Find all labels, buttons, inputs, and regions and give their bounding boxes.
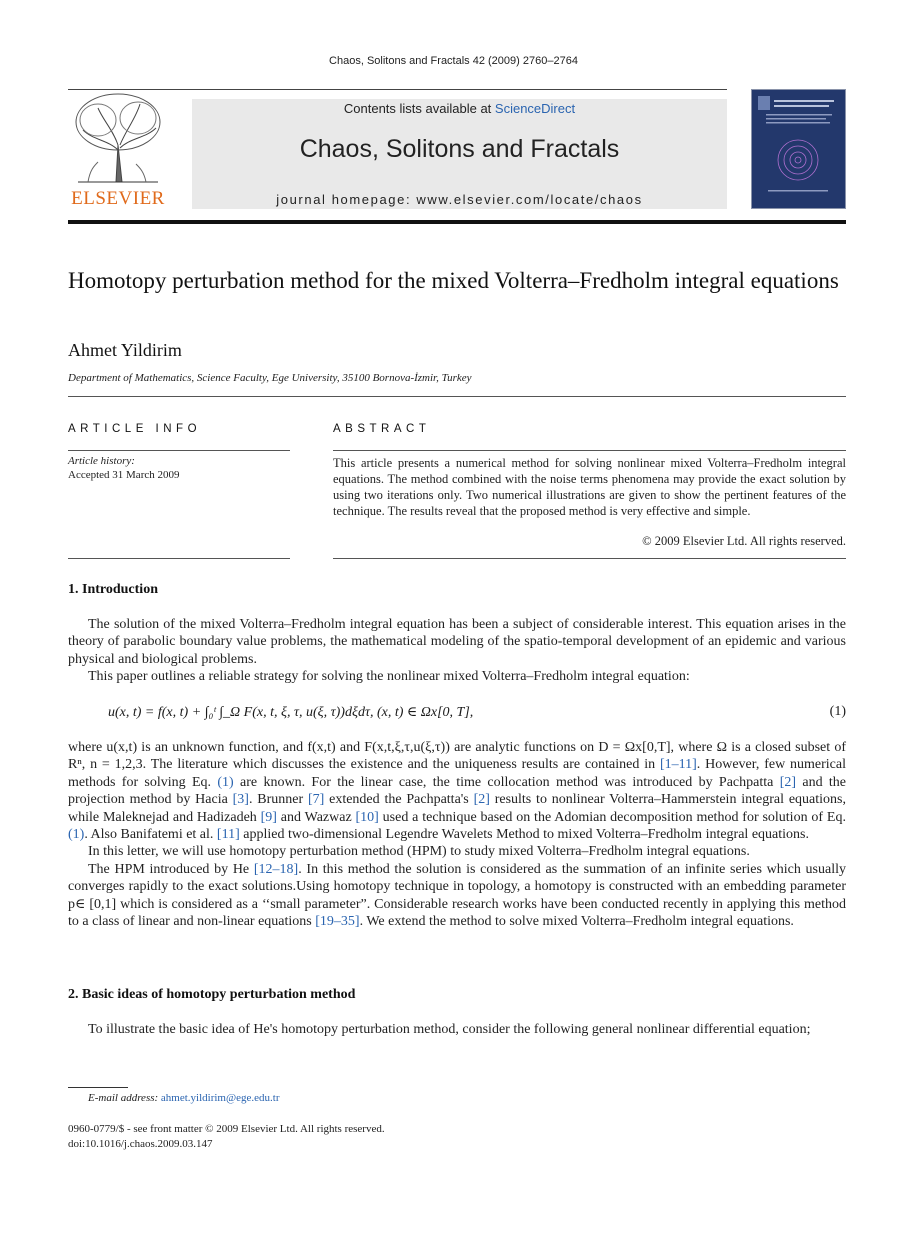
basic-ideas-heading: 2. Basic ideas of homotopy perturbation method — [68, 987, 356, 1002]
article-info-heading: ARTICLE INFO — [68, 423, 202, 435]
text-span: used a technique based on the Adomian decomposition method for solution of Eq. — [378, 809, 846, 825]
intro-block-2 — [68, 739, 846, 930]
equation-body: u(x, t) = f(x, t) + ∫₀ᵗ ∫_Ω F(x, t, ξ, τ, u(ξ, τ))dξdτ, (x, t) ∈ Ωx[0, T], — [108, 705, 474, 720]
abstract-heading: ABSTRACT — [333, 423, 431, 435]
intro-paragraph-1: The solution of the mixed Volterra–Fredholm integral equation has been a subject of considerable interest. This equation arises in the theory of parabolic boundary value problems, the mathematical modeling of the spatio-temporal development of an epidemic and various physical and biological problems. — [68, 617, 846, 667]
text-span: and Wazwaz — [276, 809, 356, 825]
intro-paragraph-2: This paper outlines a reliable strategy for solving the nonlinear mixed Volterra–Fredholm integral equation: — [88, 669, 690, 685]
text-span: . In this method the solution is considered as the summation of an infinite series which usually converges rapidly to the exact solutions.Using homotopy technique in topology, a homotopy is constructed with an embedding parameter p∈ [0,1] which is considered as a ‘‘small parameter”. Considerable research works have been conducted recently in applying this method to a class of linear and non-linear equations — [68, 861, 846, 930]
journal-banner — [192, 99, 727, 209]
text-span: where u(x,t) is an unknown function, and f(x,t) and F(x,t,ξ,τ,u(ξ,τ)) are analytic functions on D = Ωx[0,T], where Ω is a closed subset of Rⁿ, n = 1,2,3. The literature which discusses the existence and the uniqueness results are contained in — [68, 740, 846, 773]
abstract-rule-top — [333, 450, 846, 451]
equation-ref[interactable]: (1) — [217, 774, 234, 790]
citation-1-11[interactable]: [1–11] — [659, 757, 697, 773]
citation-2[interactable]: [2] — [779, 774, 797, 790]
intro-paragraph-4: In this letter, we will use homotopy perturbation method (HPM) to study mixed Volterra–Fredholm integral equations. — [88, 844, 750, 860]
citation-19-35[interactable]: [19–35] — [315, 914, 360, 930]
article-title: Homotopy perturbation method for the mixed Volterra–Fredholm integral equations — [68, 268, 839, 293]
intro-block-1 — [68, 616, 846, 686]
affiliation-rule — [68, 396, 846, 397]
doi[interactable]: doi:10.1016/j.chaos.2009.03.147 — [68, 1137, 213, 1150]
journal-homepage[interactable]: journal homepage: www.elsevier.com/locate/chaos — [276, 192, 643, 207]
equation-1 — [68, 694, 846, 734]
citation-7[interactable]: [7] — [307, 792, 325, 808]
contents-line — [192, 101, 727, 116]
introduction-heading: 1. Introduction — [68, 582, 158, 597]
footnote-rule — [68, 1087, 128, 1088]
elsevier-wordmark: ELSEVIER — [71, 188, 165, 209]
info-rule-top — [68, 450, 290, 451]
citation-10[interactable]: [10] — [355, 809, 379, 825]
text-span: are known. For the linear case, the time collocation method was introduced by Pachpatta — [233, 774, 780, 790]
basic-paragraph-1: To illustrate the basic idea of He's homotopy perturbation method, consider the following general nonlinear differential equation; — [88, 1022, 811, 1037]
intro-paragraph-3 — [68, 739, 846, 843]
text-span: and the projection method by Hacia — [68, 774, 847, 808]
text-span: . However, few numerical methods for solving Eq. — [68, 757, 846, 790]
header-rule — [68, 89, 727, 90]
citation-11[interactable]: [11] — [216, 827, 240, 843]
info-rule-bottom — [68, 558, 290, 559]
abstract-copyright: © 2009 Elsevier Ltd. All rights reserved. — [642, 534, 846, 548]
journal-cover-image — [751, 89, 846, 209]
tree-logo-icon — [68, 90, 168, 185]
citation-3[interactable]: [3] — [232, 792, 249, 808]
journal-title: Chaos, Solitons and Fractals — [299, 135, 620, 163]
sciencedirect-link[interactable]: ScienceDirect — [494, 101, 576, 116]
accepted-date: Accepted 31 March 2009 — [68, 469, 180, 481]
text-span: . Brunner — [248, 792, 308, 808]
text-span: The HPM introduced by He — [88, 861, 254, 877]
email-footnote — [88, 1092, 280, 1104]
elsevier-logo — [68, 90, 168, 210]
equation-ref[interactable]: (1) — [68, 827, 85, 843]
citation-9[interactable]: [9] — [260, 809, 277, 825]
author-name: Ahmet Yildirim — [68, 340, 182, 360]
author-email-link[interactable]: ahmet.yildirim@ege.edu.tr — [160, 1092, 280, 1104]
text-span: . Also Banifatemi et al. — [84, 827, 217, 843]
citation-12-18[interactable]: [12–18] — [253, 861, 299, 877]
publication-footer — [68, 1122, 385, 1151]
text-span: results to nonlinear Volterra–Hammerstein integral equations, while Maleknejad and Hadizadeh — [68, 792, 846, 825]
author-affiliation: Department of Mathematics, Science Faculty, Ege University, 35100 Bornova-İzmir, Turkey — [68, 372, 472, 384]
article-history-label: Article history: — [68, 455, 135, 467]
masthead-rule — [68, 220, 846, 224]
citation-2[interactable]: [2] — [473, 792, 490, 808]
journal-reference: Chaos, Solitons and Fractals 42 (2009) 2760–2764 — [329, 55, 578, 67]
basic-block — [68, 1021, 846, 1038]
text-span: . We extend the method to solve mixed Volterra–Fredholm integral equations. — [359, 914, 794, 930]
abstract-rule-bottom — [333, 558, 846, 559]
intro-paragraph-5 — [68, 861, 846, 931]
contents-prefix: Contents lists available at — [343, 101, 495, 116]
abstract-text: This article presents a numerical method for solving nonlinear mixed Volterra–Fredholm integral equations. The method combined with the noise terms phenomena may provide the exact solution by using two iterations only. Two numerical illustrations are given to show the pertinent features of the technique. The results reveal that the proposed method is very effective and simple. — [333, 456, 846, 518]
front-matter: 0960-0779/$ - see front matter © 2009 Elsevier Ltd. All rights reserved. — [68, 1123, 385, 1135]
fractal-cover-icon — [752, 90, 845, 208]
equation-number: (1) — [829, 704, 846, 719]
text-span: applied two-dimensional Legendre Wavelets Method to mixed Volterra–Fredholm integral equations. — [239, 827, 809, 843]
email-label: E-mail address: — [88, 1092, 159, 1104]
text-span: extended the Pachpatta's — [324, 792, 474, 808]
